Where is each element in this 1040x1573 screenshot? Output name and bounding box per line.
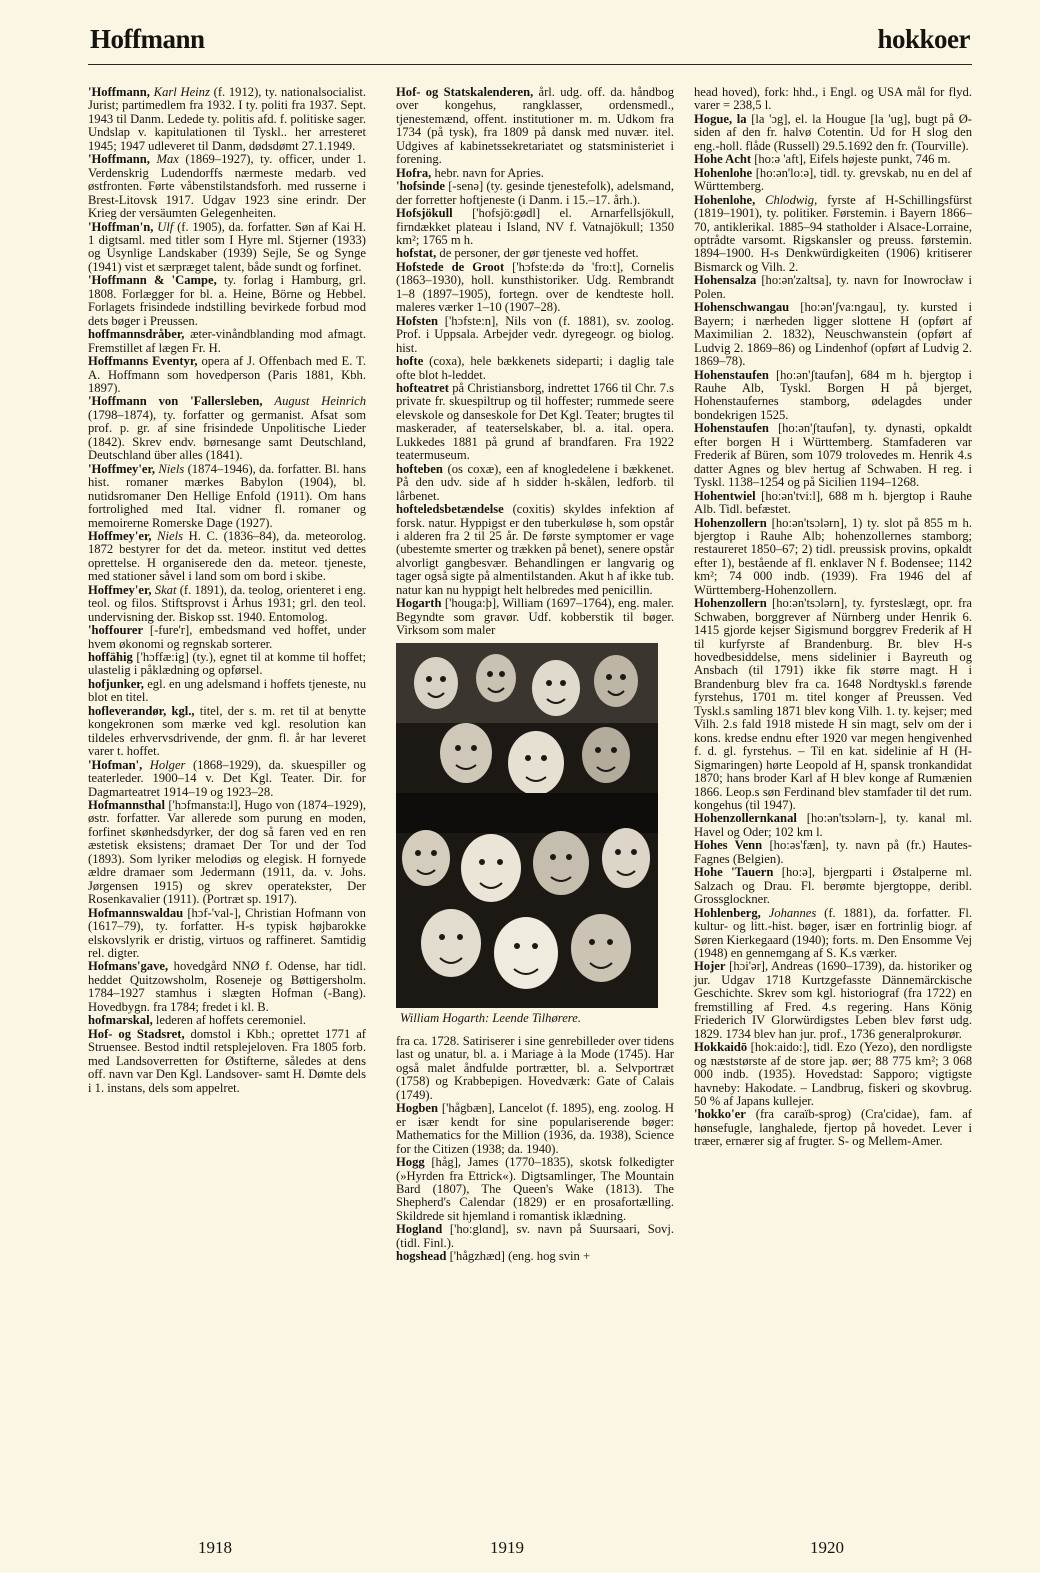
- dictionary-entry: [88, 153, 366, 220]
- entry-text: (1798–1874), ty. forfatter og germanist. Afsat som prof. p. gr. af sine frisindede Unpolitische Lieder (1842). Skrev endv. børnesange samt Deutschland, Deutschland über alles (1841).: [88, 407, 366, 463]
- dictionary-entry: [396, 207, 674, 247]
- dictionary-entry: [694, 1041, 972, 1108]
- dictionary-entry: [694, 274, 972, 301]
- entry-headword: Hoffmey'er,: [88, 528, 152, 543]
- dictionary-entry: [88, 705, 366, 759]
- entry-text: fyrste af H-Schillingsfürst (1819–1901), ty. politiker. Førstemin. i Bayern 1866–70, antiklerikal. 1885–94 statholder i Alsace-Lorraine, optrådte varsomt. Rigskansler og preuss. førstemin. 1894–1900. H-s Denkwürdigkeiten (1906) kritiserer Bismarck og Vilh. 2.: [694, 192, 973, 274]
- dictionary-entry: [694, 167, 972, 194]
- entry-headword: Hogben: [396, 1101, 438, 1116]
- entry-name-italic: Niels: [158, 461, 185, 476]
- dictionary-entry: [694, 490, 972, 517]
- dictionary-entry: [88, 328, 366, 355]
- dictionary-entry: [694, 517, 972, 598]
- entry-headword: Hohentwiel: [694, 488, 756, 503]
- dictionary-entry: [88, 463, 366, 530]
- entry-text: [-fure'r], embedsmand ved hoffet, under hvem økonomi og regnskab sorterer.: [88, 623, 366, 651]
- dictionary-entry: [396, 597, 674, 637]
- dictionary-entry: [88, 759, 366, 799]
- engraving-drawing: [396, 643, 658, 1008]
- dictionary-entry: [694, 597, 972, 812]
- dictionary-entry: [396, 355, 674, 382]
- dictionary-entry: [88, 678, 366, 705]
- entry-text: titel, der s. m. ret til at benytte kongekronen som mærke ved kgl. resolution kan tildeles erhvervsdrivende, der gnm. fl. år har leveret varer t. hoffet.: [88, 703, 366, 759]
- header-left-title: Hoffmann: [90, 24, 205, 54]
- entry-headword: Hohenlohe: [694, 165, 753, 180]
- entry-headword: Hojer: [694, 959, 726, 974]
- dictionary-entry: [88, 221, 366, 275]
- entry-headword: Hohe Acht: [694, 152, 752, 167]
- entry-headword: hofleverandør, kgl.,: [88, 703, 195, 718]
- entry-text: [ho:ə 'aft], Eifels højeste punkt, 746 m.: [754, 152, 951, 167]
- entry-text: (os coxæ), een af knogledelene i bækkenet. På den udv. side af h sidder h-skålen, ledforb. til lårbenet.: [396, 461, 674, 503]
- entry-text: [hɔf-'val-], Christian Hofmann von (1617–79), ty. forfatter. H-s typisk højbarokke elskovslyrik er dristig, virtuos og raffineret. Samtidig rel. digter.: [88, 905, 366, 960]
- dictionary-entry: [88, 1028, 366, 1095]
- entry-headword: 'Hoffmann & 'Campe,: [88, 273, 217, 288]
- dictionary-entry: [88, 799, 366, 907]
- entry-text: head hoved), fork: hhd., i Engl. og USA mål for flyd. varer = 238,5 l.: [694, 85, 972, 113]
- entry-text: (1868–1929), da. skuespiller og teaterleder. 1900–14 v. Det Kgl. Teater. Dir. for Dagmarteatret 1914–19 og 1923–28.: [88, 757, 366, 799]
- entry-headword: Hof- og Statskalenderen,: [396, 85, 534, 99]
- column-3: [694, 86, 972, 1149]
- entry-text: [ho:ən'tsɔlərn], 1) ty. slot på 855 m h. bjergtop i Rauhe Alb; hohenzollernes stamborg; restaureret 1850–67; 2) tidl. preussisk provins, opkaldt efter 1), bestående af fl. enklaver N f. Bodensee; 1142 km²; 74 000 indb. (1939). Fra 1946 del af Württemberg-Hohenzollern.: [694, 515, 972, 597]
- entry-text: (coxitis) skyldes infektion af forsk. natur. Hyppigst er den tuberkuløse h, som opstår i alderen fra 2 til 25 år. De første symptomer er vage (ubestemte smerter og trækken på benet), senere opstår alvorligt gangbesvær. Behandlingen er langvarig og tager også sigte på almentilstanden. Akut h af ikke tub. natur kan nu hyppigt helt helbredes med penicillin.: [396, 502, 674, 597]
- entry-headword: hofmarskal,: [88, 1013, 153, 1028]
- entry-headword: Hohenzollern: [694, 596, 767, 611]
- entry-headword: Hohenzollernkanal: [694, 811, 797, 826]
- dictionary-entry: [88, 395, 366, 462]
- dictionary-entry: [396, 463, 674, 503]
- dictionary-entry: [88, 1014, 366, 1027]
- entry-headword: 'Hofman',: [88, 757, 143, 772]
- entry-headword: Hofsjökull: [396, 206, 453, 221]
- entry-text: ['hågbæn], Lancelot (f. 1895), eng. zoolog. H er især kendt for sine populariserende bøger: Mathematics for the Million (1936, da. 1938), Science for the Citizen (1938; da. 1940).: [396, 1101, 675, 1156]
- entry-text: (f. 1891), da. teolog, orienteret i eng. teol. og filos. Stiftsprovst i Århus 1931; grl. den teol. undervisning der. Biskop sst. 1940. Entomolog.: [88, 582, 366, 624]
- entry-headword: Hofmans'gave,: [88, 959, 169, 974]
- entry-text: (f. 1905), da. forfatter. Søn af Kai H. 1 digtsaml. med titler som I Hyre ml. Stjerner (1933) og Usynlige Landskaber (1939) Sejle, Se og Synge (1941) vist et særpræget talent, både sundt og forfinet.: [88, 219, 366, 274]
- entry-headword: Hohes Venn: [694, 838, 763, 853]
- entry-text: ['hɔfste:n], Nils von (f. 1881), sv. zoolog. Prof. i Uppsala. Arbejder vedr. dyregeogr. og biolog. hist.: [396, 313, 674, 355]
- entry-headword: Hokkaidō: [694, 1040, 748, 1055]
- entry-headword: Hofmannswaldau: [88, 905, 184, 920]
- dictionary-entry: [396, 382, 674, 463]
- entry-headword: hofteledsbetændelse: [396, 502, 504, 517]
- entry-text: (fra caraïb-sprog) (Cra'cidae), fam. af hønsefugle, langhalede, fjertop på hovedet. Lever i træer, ernærer sig af frugter. S- og Mellem-Amer.: [694, 1107, 972, 1149]
- entry-text: (f. 1912), ty. nationalsocialist. Jurist; partimedlem fra 1932. I ty. politi fra 1937. Sept. 1943 til Danm. Ledede ty. politis afd. f. politiske sager. Undslap v. kapitulationen til Tyskl.. her arresteret 1945; 1947 udleveret til Danm, dødsdømt 27.1.1949.: [88, 85, 366, 153]
- entry-headword: Hofmannsthal: [88, 798, 165, 813]
- page-number-1: 1918: [198, 1538, 232, 1557]
- entry-text: (coxa), hele bækkenets sideparti; i daglig tale ofte blot h-leddet.: [396, 354, 674, 382]
- entry-headword: Hofstede de Groot: [396, 259, 505, 274]
- entry-headword: Hohenlohe,: [694, 192, 756, 207]
- dictionary-entry: [396, 86, 674, 167]
- entry-headword: Hofra,: [396, 165, 432, 180]
- entry-text: fra ca. 1728. Satiriserer i sine genrebilleder over tidens last og unatur, bl. a. i Mariage à la Mode (1745). Har også malet åndfulde portrætter, bl. a. Selvportræt (1758) og Krabbepigen. Hovedværk: Gate of Calais (1749).: [396, 1034, 674, 1102]
- entry-text: ['hɔfste:də də 'fro:t], Cornelis (1863–1930), holl. kunsthistoriker. Udg. Rembrandt 1–8 (1897–1905), fortegn. over de kendteste holl. maleres værker 1–10 (1907–28).: [396, 259, 674, 315]
- entry-headword: Hoffmanns Eventyr,: [88, 354, 198, 369]
- entry-text: lederen af hoffets ceremoniel.: [155, 1013, 307, 1028]
- entry-text: ['hɔfmansta:l], Hugo von (1874–1929), østr. forfatter. Var allerede som purung en moden, forfinet skønhedsdyrker, der dog så faren ved en ren æstetisk eksistens; dramaet Der Tor und der Tod (1893). Som lyriker melodiøs og elegisk. H fornyede ældre dramaer som Jedermann (1911, da. v. Johs. Jørgensen 1915) og skrev operatekster, Der Rosenkavalier (1911). (Portræt sp. 1917).: [88, 798, 366, 907]
- entry-headword: Hoffmey'er,: [88, 582, 152, 597]
- dictionary-entry: [694, 812, 972, 839]
- dictionary-entry: [88, 651, 366, 678]
- dictionary-entry: [694, 369, 972, 423]
- entry-headword: Hohe 'Tauern: [694, 865, 774, 880]
- dictionary-entry: [694, 839, 972, 866]
- entry-headword: Hohenstaufen: [694, 367, 769, 382]
- entry-text: ['ho:glɑnd], sv. navn på Suursaari, Sovj. (tidl. Finl.).: [396, 1222, 674, 1250]
- column-1: [88, 86, 366, 1095]
- entry-headword: 'Hoffmann,: [88, 85, 150, 99]
- entry-text: [ho:ən'tsɔlərn], ty. fyrsteslægt, opr. fra Schwaben, borggrever af Nürnberg under Henrik 6. 1415 gjorde kejser Sigismund borggrev Frederik af H til kurfyrste af Brandenburg. Br. blev H-s hovedbesiddelse, mens sidelinier i Bayreuth og Ansbach (til 1791) ikke fik større magt. H i Brandenburg blev fra ca. 1648 Nordtyskl.s førende fyrstehus, 1701 m. titel konger af Preussen. Ved Tyskl.s samling 1871 blev kong Vilh. 1. ty. kejser; med Vilh. 2.s fald 1918 mistede H sin magt, selv om der i kons. kredse endnu efter 1920 var megen hengivenhed f. d. gl. fyrstehus. – Til en kat. sidelinie af H (H-Sigmaringen) hørte Leopold af H, spansk tronkandidat 1870; hans broder Karl af H blev konge af Rumænien 1866. Leop.s søn Ferdinand blev stamfader til det rum. kongehus (til 1947).: [694, 596, 972, 813]
- dictionary-entry: [396, 247, 674, 260]
- page-number-3: 1920: [810, 1538, 844, 1557]
- page-number-2: 1919: [490, 1538, 524, 1557]
- entry-headword: 'hokko'er: [694, 1107, 746, 1122]
- dictionary-entry: [694, 153, 972, 166]
- entry-headword: 'hoffourer: [88, 623, 144, 638]
- entry-headword: hofte: [396, 354, 424, 369]
- entry-headword: 'Hoffmey'er,: [88, 461, 156, 476]
- entry-text: (1869–1927), ty. officer, under 1. Verdenskrig Ludendorffs nærmeste medarb. ved østfronten. Førte våbenstilstandsforh. med russerne i Brest-Litovsk 1917. Udgav 1923 sine erindr. Der Krieg der versäumten Gelegenheiten.: [88, 152, 366, 221]
- dictionary-entry: [88, 355, 366, 395]
- entry-text: [ho:ən'tsɔlərn-], ty. kanal ml. Havel og Oder; 102 km l.: [694, 811, 972, 839]
- entry-headword: 'Hoffman'n,: [88, 219, 154, 234]
- entry-name-italic: Niels: [157, 528, 184, 543]
- dictionary-entry: [88, 86, 366, 153]
- entry-name-italic: Ulf: [157, 219, 174, 234]
- entry-headword: hofstat,: [396, 246, 437, 261]
- dictionary-entry: [694, 960, 972, 1041]
- dictionary-entry: [694, 422, 972, 489]
- entry-text: H. C. (1836–84), da. meteorolog. 1872 bestyrer for det da. meteor. institut ved dettes oprettelse. H organiserede den da. meteor. tjeneste, med stationer såvel i land som om bord i skibe.: [88, 528, 366, 584]
- dictionary-entry: [694, 194, 972, 275]
- dictionary-entry: [396, 503, 674, 597]
- dictionary-entry: [88, 530, 366, 584]
- entry-text: [håg], James (1770–1835), skotsk folkedigter (»Hyrden fra Ettrick«). Digtsamlinger, The Mountain Bard (1807), The Queen's Wake (1813). The Shepherd's Calendar (1829) er en prosafortælling. Skildrede sit hjemland i romantisk iklædning.: [396, 1155, 674, 1223]
- dictionary-entry: [396, 1156, 674, 1223]
- figure-caption: William Hogarth: Leende Tilhørere.: [400, 1010, 581, 1025]
- entry-headword: 'Hoffmann von 'Fallersleben,: [88, 394, 263, 409]
- entry-name-italic: Johannes: [768, 905, 817, 920]
- dictionary-entry: [694, 1108, 972, 1148]
- dictionary-entry: [396, 167, 674, 180]
- entry-text: på Christiansborg, indrettet 1766 til Chr. 7.s private fr. skuespiltrup og til hoffester; rummede seere elevskole og danseskole for Det Kgl. Teater; brugtes til maskerader, af teaterselskaber, bl. a. ital. opera. Lukkedes 1881 på grund af brandfaren. Fra 1922 teatermuseum.: [396, 380, 674, 463]
- dictionary-entry: [88, 584, 366, 624]
- header-rule: [88, 64, 972, 65]
- dictionary-entry: [396, 315, 674, 355]
- dictionary-entry: [694, 113, 972, 153]
- entry-name-italic: August Heinrich: [274, 394, 367, 409]
- entry-text: [la 'ɔg], el. la Hougue [la 'ug], bugt på Ø-siden af den fr. halvø Cotentin. Ud for H slog den eng.-holl. flåde (Russell) 29.5.1692 den fr. (Tourville).: [694, 111, 972, 153]
- entry-text: ['houga:þ], William (1697–1764), eng. maler. Begyndte som gravør. Udf. kobberstik til bøger. Virksom som maler: [396, 596, 674, 638]
- entry-headword: Hogue, la: [694, 111, 747, 126]
- entry-text: [ho:əs'fæn], ty. navn på (fr.) Hautes-Fagnes (Belgien).: [694, 838, 972, 866]
- dictionary-entry: [694, 301, 972, 368]
- entry-text: ['hɔffæ:ig] (ty.), egnet til at komme til hoffet; ulastelig i påklædning og opførsel.: [88, 650, 366, 678]
- entry-name-italic: Skat: [154, 582, 177, 597]
- entry-text: [ho:ə], bjergparti i Østalperne ml. Salzach og Drau. Fl. berømte bjergtoppe, deribl. Grossglockner.: [694, 865, 972, 907]
- entry-headword: hofteatret: [396, 380, 449, 395]
- hogarth-illustration: [396, 643, 658, 1008]
- entry-headword: Hohlenberg,: [694, 905, 761, 920]
- entry-text: (f. 1881), da. forfatter. Fl. kultur- og litt.-hist. bøger, især en fortrinlig biogr. af Søren Kierkegaard (1940); forts. m. Den Ensomme Vej (1948) en gennemgang af S. K.s værker.: [694, 905, 972, 960]
- entry-headword: hofteben: [396, 461, 443, 476]
- entry-text: hebr. navn for Apries.: [434, 165, 544, 180]
- dictionary-entry: [694, 866, 972, 906]
- dictionary-entry: [88, 960, 366, 1014]
- entry-text: ['hågzhæd] (eng. hog svin +: [449, 1249, 591, 1264]
- entry-headword: hoffmannsdråber,: [88, 327, 185, 342]
- entry-headword: 'Hoffmann,: [88, 152, 150, 167]
- dictionary-entry: [88, 274, 366, 328]
- dictionary-entry: [396, 1250, 674, 1263]
- entry-headword: Hof- og Stadsret,: [88, 1026, 185, 1041]
- entry-text: årl. udg. off. da. håndbog over kongehus, rangklasser, ordensmedl., tjenestemænd, offent. institutioner m. m. Udkom fra 1734 (på tysk), fra 1809 på dansk med nuvær. itel. Udgives af kabinetssekretariatet og statsministeriet i forening.: [396, 85, 674, 167]
- header-right-title: hokkoer: [877, 24, 970, 54]
- entry-headword: Hohenschwangau: [694, 300, 790, 315]
- entry-text: hovedgård NNØ f. Odense, har tidl. heddet Quitzowsholm, Roseneje og Bøttigersholm. 1784–1927 stamhus i slægten Hofman (-Bang). Hovedbygn. fra 1784; fredet i kl. B.: [88, 959, 366, 1014]
- entry-text: ty. forlag i Hamburg, grl. 1808. Forlægger for bl. a. Heine, Börne og Hebbel. Forlagets frisindede indstilling bevirkede forbud mod dets bøger i Preussen.: [88, 273, 366, 328]
- entry-text: (1874–1946), da. forfatter. Bl. hans hist. romaner mærkes Babylon (1904), bl. nutidsromaner Den Hellige Enfold (1911). Om hans fortrolighed med Ital. vidner fl. romaner og memoirerne Romerske Dage (1927).: [88, 461, 367, 530]
- entry-name-italic: Max: [156, 152, 179, 167]
- entry-text: ['hofsjö:gødl] el. Arnarfellsjökull, firndækket plateau i Island, NV f. Vatnajökull; 1350 km²; 1765 m h.: [396, 206, 674, 247]
- entry-text: [ho:ən'ʃtaufən], 684 m h. bjergtop i Rauhe Alb, Tyskl. Borgen H på bjerget, Hohenstaufernes stamborg, ødelagdes under bondekrigen 1525.: [694, 367, 973, 422]
- entry-headword: Hohenstaufen: [694, 421, 769, 436]
- dictionary-entry: [396, 1102, 674, 1156]
- dictionary-entry: [396, 180, 674, 207]
- entry-headword: Hohenzollern: [694, 515, 767, 530]
- entry-text: domstol i Kbh.; oprettet 1771 af Struensee. Bestod indtil retsplejeloven. Fra 1805 forb. med Landsoverretten for Østifterne, således at dens off. navn var Den Kgl. Landsover- samt H. Dømte dels i 1. instans, dels som appelret.: [88, 1026, 366, 1095]
- entry-headword: hofjunker,: [88, 676, 144, 691]
- dictionary-entry: [694, 86, 972, 113]
- entry-headword: Hogarth: [396, 596, 442, 611]
- entry-name-italic: Karl Heinz: [153, 85, 210, 99]
- dictionary-entry: [396, 1035, 674, 1102]
- entry-name-italic: Chlodwig,: [765, 192, 818, 207]
- entry-text: [ho:ən'ʃva:ngau], ty. kursted i Bayern; i nærheden ligger slottene H (opført af Maximilian 2. 1832), Neuschwanstein (opført af Ludvig 2. 1869–86) og Lindenhof (opført af Ludvig 2. 1869–78).: [694, 300, 972, 369]
- dictionary-entry: [396, 261, 674, 315]
- entry-headword: hoffähig: [88, 650, 133, 665]
- dictionary-entry: [88, 907, 366, 961]
- entry-text: [ho:ən'lo:ə], tidl. ty. grevskab, nu en del af Württemberg.: [694, 165, 972, 194]
- entry-headword: Hogg: [396, 1155, 425, 1170]
- entry-text: opera af J. Offenbach med E. T. A. Hoffmann som hovedperson (Paris 1881, Kbh. 1897).: [88, 354, 366, 395]
- column-2: [396, 86, 674, 1264]
- entry-headword: Hohensalza: [694, 273, 757, 288]
- entry-text: egl. en ung adelsmand i hoffets tjeneste, nu blot en titel.: [88, 676, 366, 705]
- entry-text: [ho:ən'zaltsa], ty. navn for Inowrocław i Polen.: [694, 273, 972, 301]
- entry-headword: Hofsten: [396, 313, 438, 328]
- entry-text: [ho:ən'tvi:l], 688 m h. bjergtop i Rauhe Alb. Tidl. befæstet.: [694, 488, 972, 517]
- dictionary-entry: [88, 624, 366, 651]
- entry-headword: 'hofsinde: [396, 179, 445, 194]
- entry-text: [hɔi'ər], Andreas (1690–1739), da. historiker og jur. Udgav 1718 Kurtzgefasste Dännemärckische Geschichte. Skrev som kgl. historiograf (fra 1722) en fremstilling af Fred. 4.s regering. Hans König Friederich IV Glorwürdigstes Leben blev først udg. 1829. 1734 blev han jur. prof., 1736 generalprokurør.: [694, 959, 972, 1041]
- entry-text: de personer, der gør tjeneste ved hoffet.: [439, 246, 639, 261]
- entry-text: [ho:ən'ʃtaufən], ty. dynasti, opkaldt efter borgen H i Württemberg. Stamfaderen var Frederik af Büren, som 1079 trolovedes m. Henrik 4.s datter Agnes og blev hertug af Schwaben. H reg. i Tyskl. 1138–1254 og på Sicilien 1194–1268.: [694, 421, 972, 490]
- entry-text: [hok:aido:], tidl. Ezo (Yezo), den nordligste og næststørste af de store jap. øer; 88 775 km²; 3 068 000 indb. (1935). Hovedstad: Sapporo; vigtigste havneby: Hakodate. – Landbrug, fiskeri og skovbrug. 50 % af Japans kullejer.: [694, 1040, 972, 1108]
- entry-name-italic: Holger: [149, 757, 186, 772]
- dictionary-entry: [694, 907, 972, 961]
- entry-text: æter-vinåndblanding mod afmagt. Fremstillet af lægen Fr. H.: [88, 327, 366, 355]
- entry-text: [-senə] (ty. gesinde tjenestefolk), adelsmand, der forretter hoftjeneste (i Danm. i 15.–17. årh.).: [396, 179, 674, 207]
- dictionary-entry: [396, 1223, 674, 1250]
- entry-headword: Hogland: [396, 1222, 443, 1237]
- entry-headword: hogshead: [396, 1249, 447, 1264]
